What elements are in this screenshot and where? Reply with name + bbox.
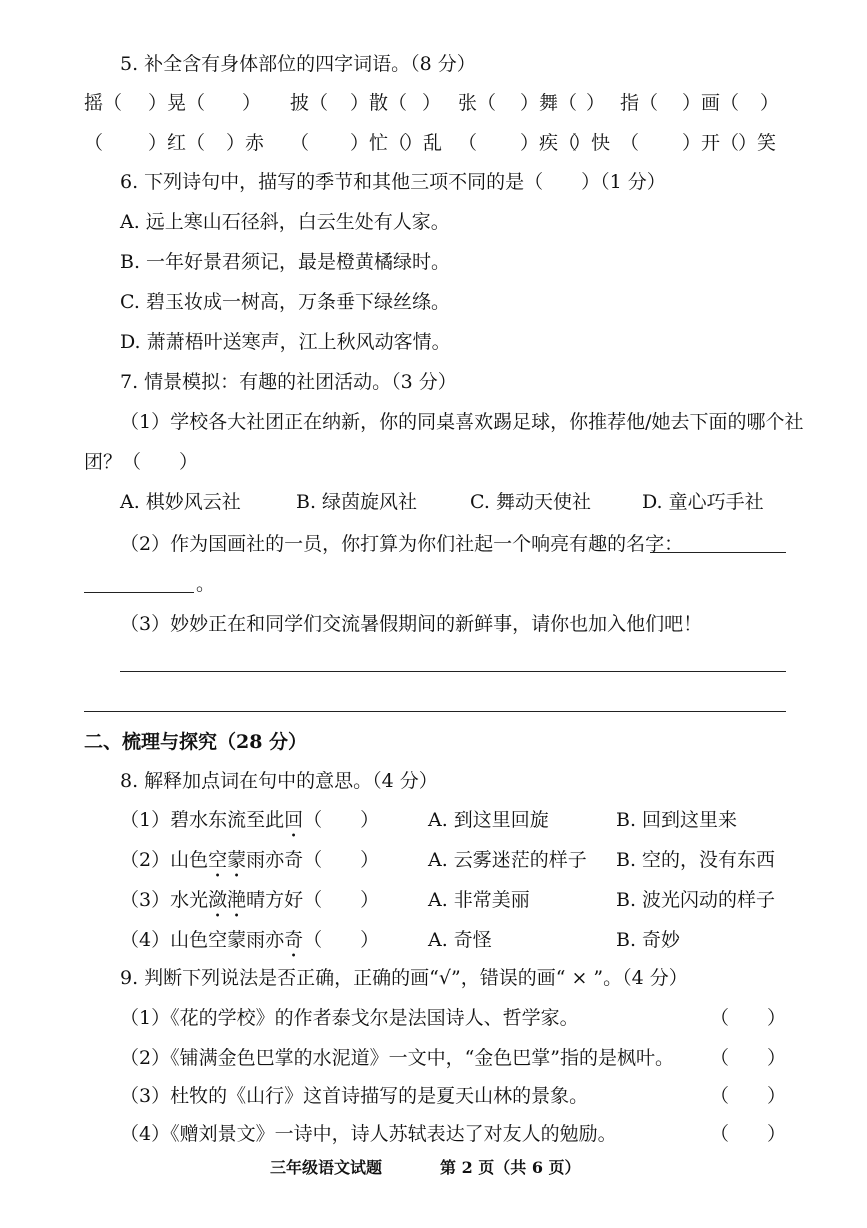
judge-bracket: （ ） bbox=[710, 1085, 787, 1107]
choice-a: A. 棋妙风云社 bbox=[120, 491, 241, 513]
judge-bracket: （ ） bbox=[710, 1047, 787, 1069]
q9-item: （2）《铺满金色巴掌的水泥道》一文中，“金色巴掌”指的是枫叶。 （ ） bbox=[0, 1044, 867, 1072]
q9-title: 9. 判断下列说法是否正确，正确的画“√”，错误的画“ × ”。（4 分） bbox=[120, 967, 688, 989]
q6-title: 6. 下列诗句中，描写的季节和其他三项不同的是（ ）（1 分） bbox=[120, 171, 666, 193]
q8-row: （1）碧水东流至此回（ ） A. 到这里回旋 B. 回到这里来 bbox=[120, 809, 738, 831]
q7-part2-end: 。 bbox=[196, 573, 216, 595]
q7-title: 7. 情景模拟：有趣的社团活动。（3 分） bbox=[120, 371, 457, 393]
q8-row: （2）山色空蒙雨亦奇（ ） A. 云雾迷茫的样子 B. 空的，没有东西 bbox=[120, 849, 776, 871]
dotted-word: 空蒙 bbox=[208, 849, 247, 871]
q5-row2: （ ）红（ ）赤 （ ）忙（ ）乱 （ ）疾（ ）快 （ ）开（ ）笑 bbox=[84, 132, 777, 154]
choice-c: C. 舞动天使社 bbox=[470, 491, 591, 513]
footer-subject: 三年级语文试题 bbox=[270, 1158, 383, 1177]
q7-part1-line2: 团？（ ） bbox=[84, 451, 199, 473]
q8-row: （4）山色空蒙雨亦奇（ ） A. 奇怪 B. 奇妙 bbox=[120, 929, 681, 951]
q7-part3: （3）妙妙正在和同学们交流暑假期间的新鲜事，请你也加入他们吧！ bbox=[120, 613, 703, 635]
footer-page: 第 2 页（共 6 页） bbox=[440, 1158, 581, 1177]
answer-line[interactable] bbox=[84, 711, 786, 712]
answer-line[interactable] bbox=[120, 671, 786, 672]
dotted-word: 潋滟 bbox=[208, 889, 247, 911]
choice-d: D. 童心巧手社 bbox=[642, 491, 764, 513]
q5-title: 5. 补全含有身体部位的四字词语。（8 分） bbox=[120, 53, 476, 75]
q7-part2: （2）作为国画社的一员，你打算为你们社起一个响亮有趣的名字： bbox=[120, 533, 684, 555]
section-title: 二、梳理与探究（28 分） bbox=[84, 731, 308, 753]
q6-option-b: B. 一年好景君须记，最是橙黄橘绿时。 bbox=[120, 251, 451, 273]
q9-item: （1）《花的学校》的作者泰戈尔是法国诗人、哲学家。 （ ） bbox=[0, 1004, 867, 1032]
q9-item: （4）《赠刘景文》一诗中，诗人苏轼表达了对友人的勉励。 （ ） bbox=[0, 1120, 867, 1148]
q6-option-c: C. 碧玉妆成一树高，万条垂下绿丝绦。 bbox=[120, 291, 450, 313]
q9-item: （3）杜牧的《山行》这首诗描写的是夏天山林的景象。 （ ） bbox=[0, 1082, 867, 1110]
dotted-word: 回 bbox=[284, 809, 304, 831]
q8-title: 8. 解释加点词在句中的意思。（4 分） bbox=[120, 770, 438, 792]
choice-b: B. 绿茵旋风社 bbox=[296, 491, 418, 513]
q8-row: （3）水光潋滟晴方好（ ） A. 非常美丽 B. 波光闪动的样子 bbox=[120, 889, 776, 911]
q7-part1-line1: （1）学校各大社团正在纳新，你的同桌喜欢踢足球，你推荐他/她去下面的哪个社 bbox=[120, 411, 804, 433]
q7-choices bbox=[0, 488, 867, 516]
q6-option-a: A. 远上寒山石径斜，白云生处有人家。 bbox=[120, 211, 450, 233]
page-footer bbox=[0, 1154, 867, 1182]
judge-bracket: （ ） bbox=[710, 1123, 787, 1145]
judge-bracket: （ ） bbox=[710, 1007, 787, 1029]
answer-line[interactable] bbox=[650, 552, 786, 553]
q5-row1: 摇（ ）晃（ ） 披（ ）散（ ） 张（ ）舞（ ） 指（ ）画（ ） bbox=[84, 92, 780, 114]
q6-option-d: D. 萧萧梧叶送寒声，江上秋风动客情。 bbox=[120, 331, 451, 353]
dotted-word: 奇 bbox=[284, 929, 304, 951]
